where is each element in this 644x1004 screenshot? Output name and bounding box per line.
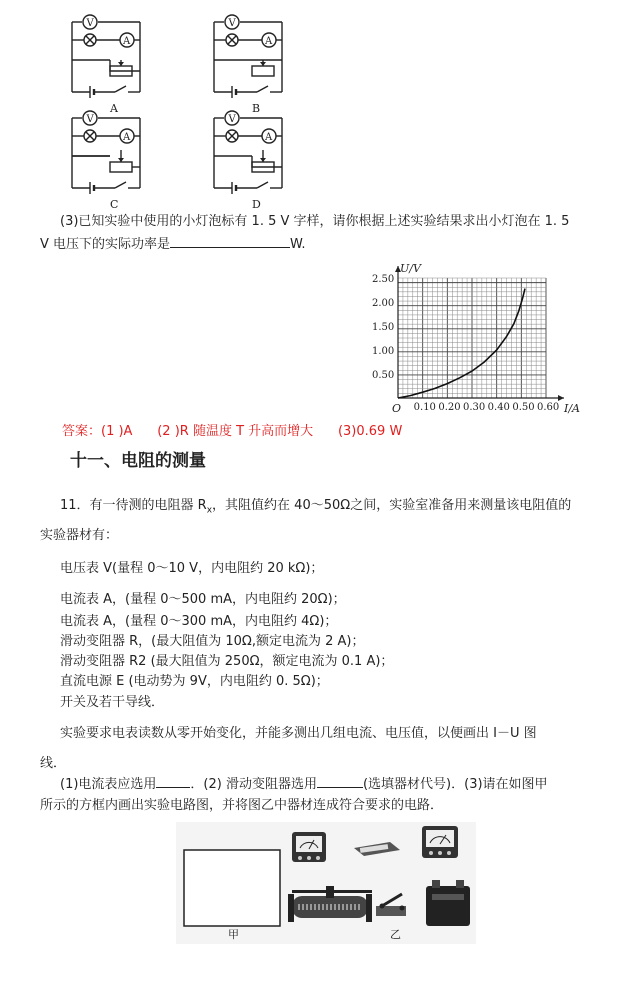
y-tick-label: 2.50 [372, 274, 395, 285]
x-tick-label: 0.30 [463, 402, 486, 413]
q11-intro-post: ，其阻值约在 40～50Ω之间，实验室准备用来测量该电阻值的 [212, 498, 572, 513]
y-tick-label: 1.50 [372, 322, 395, 333]
q11-requirement-line2: 线． [40, 756, 67, 771]
q11-intro-line1 [60, 496, 630, 521]
circuit-d [214, 111, 282, 210]
voltmeter-device-icon [422, 826, 458, 858]
circuit-b-label: B [252, 102, 261, 115]
circuit-diagrams [60, 10, 320, 210]
circuit-a [72, 15, 140, 115]
section-title: 十一、电阻的测量 [70, 451, 206, 471]
figure-label-jia: 甲 [228, 928, 239, 941]
question3-line2 [40, 234, 610, 255]
equipment-item: 滑动变阻器 R2 (最大阻值为 250Ω，额定电流为 0.1 A)； [60, 654, 394, 669]
circuit-d-voltmeter-symbol: V [228, 114, 236, 125]
x-tick-label: 0.20 [438, 402, 461, 413]
chart-ylabel: U/V [400, 262, 421, 275]
q11-requirement-line1: 实验要求电表读数从零开始变化，并能多测出几组电流、电压值，以便画出 I－U 图 [60, 726, 537, 741]
chart-xlabel: I/A [564, 402, 580, 415]
battery-device-icon [426, 880, 470, 926]
equipment-item: 直流电源 E (电动势为 9V，内电阻约 0. 5Ω)； [60, 674, 329, 689]
circuit-c-label: C [110, 198, 119, 210]
equipment-item: 滑动变阻器 R，(最大阻值为 10Ω,额定电流为 2 A)； [60, 634, 365, 649]
y-tick-label: 2.00 [372, 298, 395, 309]
circuit-a-label: A [110, 102, 118, 115]
circuit-a-ammeter-symbol: A [123, 36, 131, 47]
q11-intro-pre: 11．有一待测的电阻器 R [60, 498, 207, 513]
x-tick-label: 0.40 [487, 402, 510, 413]
series-line-u-i [398, 289, 525, 398]
circuit-d-ammeter-symbol: A [265, 132, 273, 143]
x-tick-label: 0.50 [512, 402, 535, 413]
chart-origin-label: O [392, 402, 402, 415]
figure-label-yi: 乙 [390, 928, 401, 941]
circuit-b [214, 15, 282, 115]
equipment-item: 电流表 A，(量程 0～300 mA，内电阻约 4Ω)； [60, 614, 338, 629]
equipment-item: 电流表 A，(量程 0～500 mA，内电阻约 20Ω)； [60, 592, 346, 607]
equipment-figure [176, 822, 476, 944]
question3-line2-post: W. [290, 237, 306, 252]
q11-ask-line1 [60, 774, 630, 795]
circuit-d-label: D [252, 198, 261, 210]
ammeter-device-icon [292, 832, 326, 862]
chart-series [398, 289, 525, 398]
question3-line1: (3)已知实验中使用的小灯泡标有 1. 5 V 字样，请你根据上述实验结果求出小灯泡在 1. 5 [60, 214, 570, 229]
circuit-b-voltmeter-symbol: V [228, 18, 236, 29]
circuit-c [72, 111, 140, 210]
answer-line: 答案：(1 )A (2 )R 随温度 T 升高而增大 (3)0.69 W [62, 424, 403, 439]
q11-intro-line2: 实验器材有： [40, 528, 119, 543]
power-answer-blank[interactable] [170, 234, 290, 248]
equipment-item: 开关及若干导线． [60, 695, 165, 710]
circuit-c-voltmeter-symbol: V [86, 114, 94, 125]
q11-ask1-b: ．(2) 滑动变阻器选用 [190, 777, 317, 792]
x-axis-arrow [558, 395, 564, 401]
y-tick-label: 0.50 [372, 370, 395, 381]
circuit-drawing-box[interactable] [184, 850, 280, 926]
u-i-chart [350, 262, 590, 422]
y-tick-label: 1.00 [372, 346, 395, 357]
q11-ask-line2: 所示的方框内画出实验电路图，并将图乙中器材连成符合要求的电路． [40, 798, 444, 813]
circuit-b-ammeter-symbol: A [265, 36, 273, 47]
question3-line2-pre: V 电压下的实际功率是 [40, 237, 171, 252]
circuit-a-voltmeter-symbol: V [86, 18, 94, 29]
q11-intro-sub: x [206, 505, 213, 516]
x-tick-label: 0.10 [413, 402, 436, 413]
equipment-item: 电压表 V(量程 0～10 V，内电阻约 20 kΩ)； [60, 561, 324, 576]
q11-ask1-a: (1)电流表应选用 [60, 777, 157, 792]
rheostat-device-icon [288, 886, 372, 922]
rheostat-choice-blank[interactable] [317, 774, 363, 788]
ammeter-choice-blank[interactable] [156, 774, 190, 788]
x-tick-label: 0.60 [537, 402, 560, 413]
circuit-c-ammeter-symbol: A [123, 132, 131, 143]
q11-ask1-c: (选填器材代号)．(3)请在如图甲 [362, 777, 548, 792]
